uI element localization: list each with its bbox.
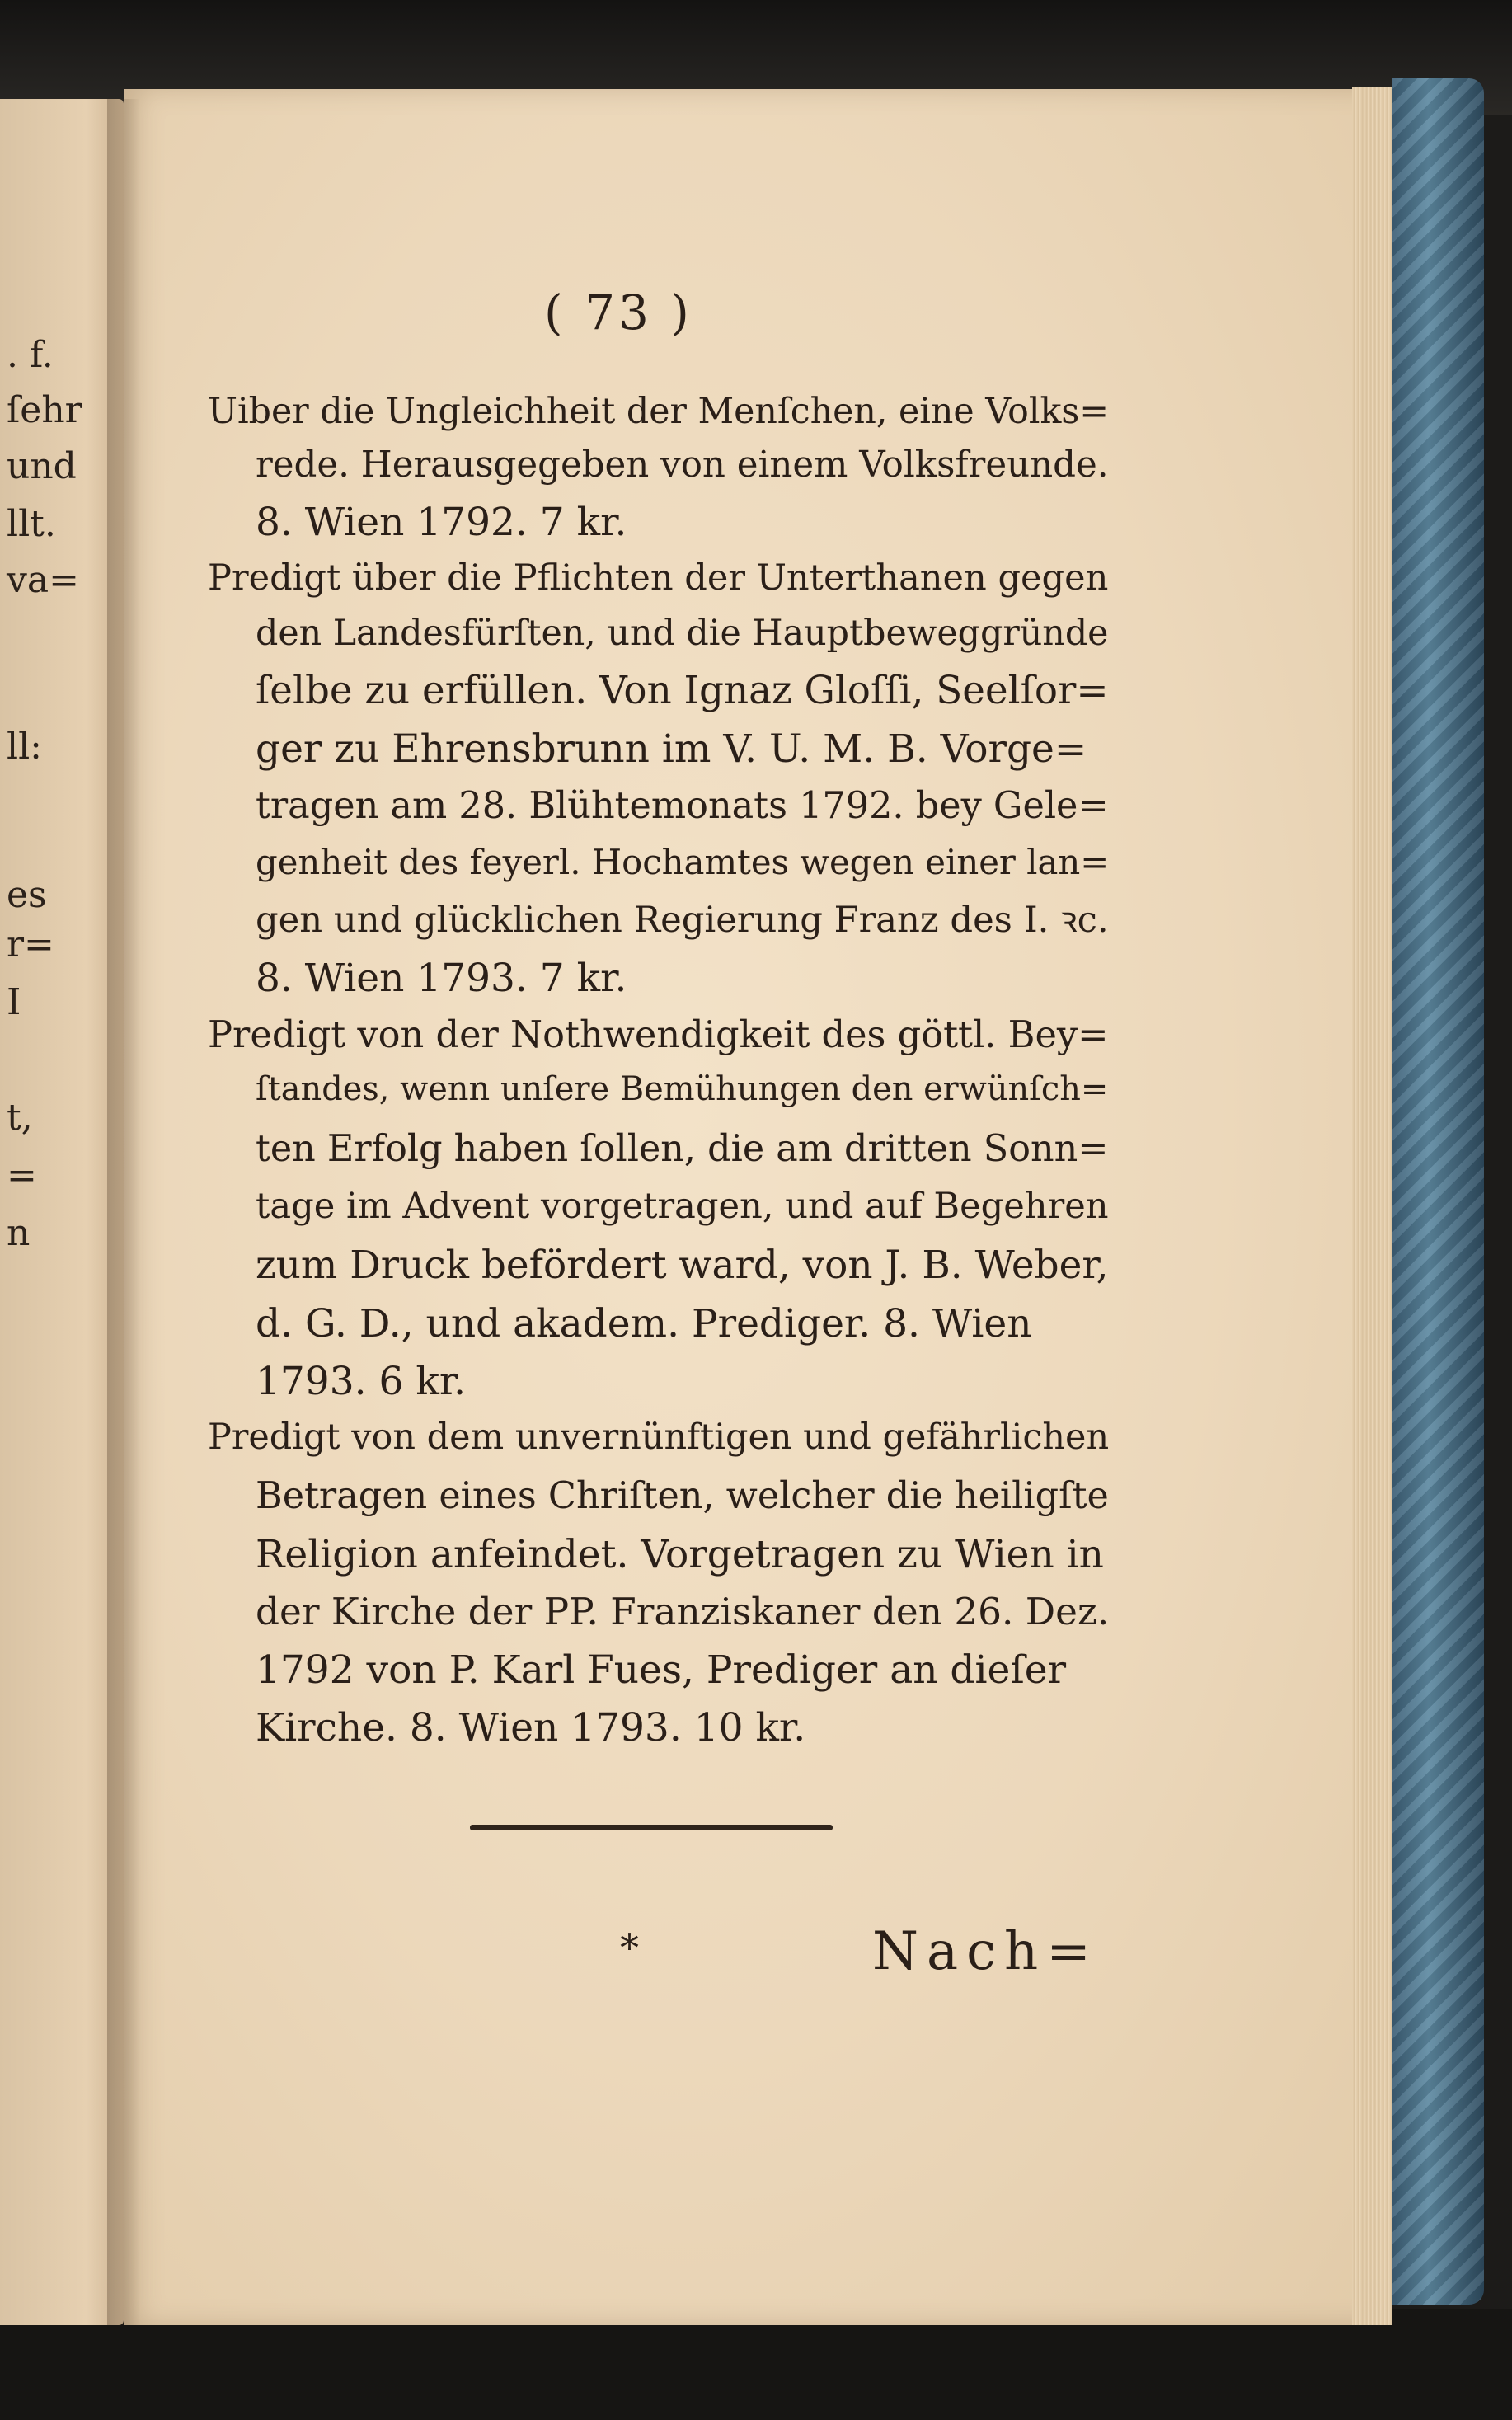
entry-1-line-2: rede. Herausgegeben von einem Volksfreunde. xyxy=(256,444,1109,486)
entry-4-line-5: 1792 von P. Karl Fues, Prediger an dieſer xyxy=(256,1647,1067,1693)
page-edges xyxy=(1352,87,1392,2325)
entry-4-line-1: Predigt von dem unvernünftigen und gefährlichen xyxy=(208,1417,1110,1458)
entry-2-line-4: ger zu Ehrensbrunn im V. U. M. B. Vorge= xyxy=(256,726,1087,772)
left-fragment: . f. xyxy=(7,334,54,376)
signature-asterisk: * xyxy=(620,1925,639,1970)
left-fragment: = xyxy=(7,1154,37,1196)
marbled-cover xyxy=(1392,78,1484,2305)
entry-3-line-4: tage im Advent vorgetragen, und auf Begehren xyxy=(256,1186,1109,1227)
section-divider-rule xyxy=(470,1825,833,1830)
entry-2-line-7: gen und glücklichen Regierung Franz des I. ꝛc. xyxy=(256,900,1109,941)
entry-3-line-3: ten Erfolg haben ſollen, die am dritten Sonn= xyxy=(256,1128,1109,1170)
entry-3-line-7: 1793. 6 kr. xyxy=(256,1359,467,1404)
entry-2-line-8: 8. Wien 1793. 7 kr. xyxy=(256,956,627,1001)
left-fragment: t, xyxy=(7,1097,33,1139)
left-fragment: r= xyxy=(7,923,54,966)
left-fragment: va= xyxy=(7,559,79,601)
entry-3-line-6: d. G. D., und akadem. Prediger. 8. Wien xyxy=(256,1301,1032,1346)
gutter-shadow xyxy=(107,99,140,2325)
entry-2-line-5: tragen am 28. Blühtemonats 1792. bey Gele= xyxy=(256,784,1109,827)
entry-1-line-1: Uiber die Ungleichheit der Menſchen, eine Volks= xyxy=(208,391,1110,432)
entry-2-line-3: ſelbe zu erfüllen. Von Ignaz Gloſſi, Seelſor= xyxy=(256,669,1109,713)
entry-2-line-6: genheit des feyerl. Hochamtes wegen einer lan= xyxy=(256,842,1110,882)
entry-3-line-1: Predigt von der Nothwendigkeit des göttl. Bey= xyxy=(208,1013,1109,1056)
left-fragment: es xyxy=(7,874,47,916)
entry-2-line-1: Predigt über die Pflichten der Unterthanen gegen xyxy=(208,557,1109,599)
left-fragment: I xyxy=(7,981,21,1023)
left-fragment: ll: xyxy=(7,726,42,768)
catchword: Nach= xyxy=(872,1921,1099,1982)
entry-4-line-2: Betragen eines Chriſten, welcher die heiligſte xyxy=(256,1475,1109,1517)
left-facing-page xyxy=(0,99,124,2325)
scan-background-bottom xyxy=(0,2309,1512,2420)
left-fragment: ſehr xyxy=(7,389,82,431)
entry-3-line-5: zum Druck befördert ward, von J. B. Weber, xyxy=(256,1243,1109,1288)
left-fragment: n xyxy=(7,1212,31,1254)
left-fragment: llt. xyxy=(7,503,56,545)
entry-1-line-3: 8. Wien 1792. 7 kr. xyxy=(256,500,627,545)
entry-3-line-2: ſtandes, wenn unſere Bemühungen den erwünſch= xyxy=(256,1070,1109,1108)
entry-2-line-2: den Landesfürſten, und die Hauptbeweggründe xyxy=(256,613,1109,654)
left-fragment: und xyxy=(7,445,77,487)
entry-4-line-4: der Kirche der PP. Franziskaner den 26. Dez. xyxy=(256,1590,1110,1633)
page-number-header: ( 73 ) xyxy=(544,284,693,341)
entry-4-line-3: Religion anfeindet. Vorgetragen zu Wien in xyxy=(256,1532,1104,1577)
entry-4-line-6: Kirche. 8. Wien 1793. 10 kr. xyxy=(256,1705,806,1750)
